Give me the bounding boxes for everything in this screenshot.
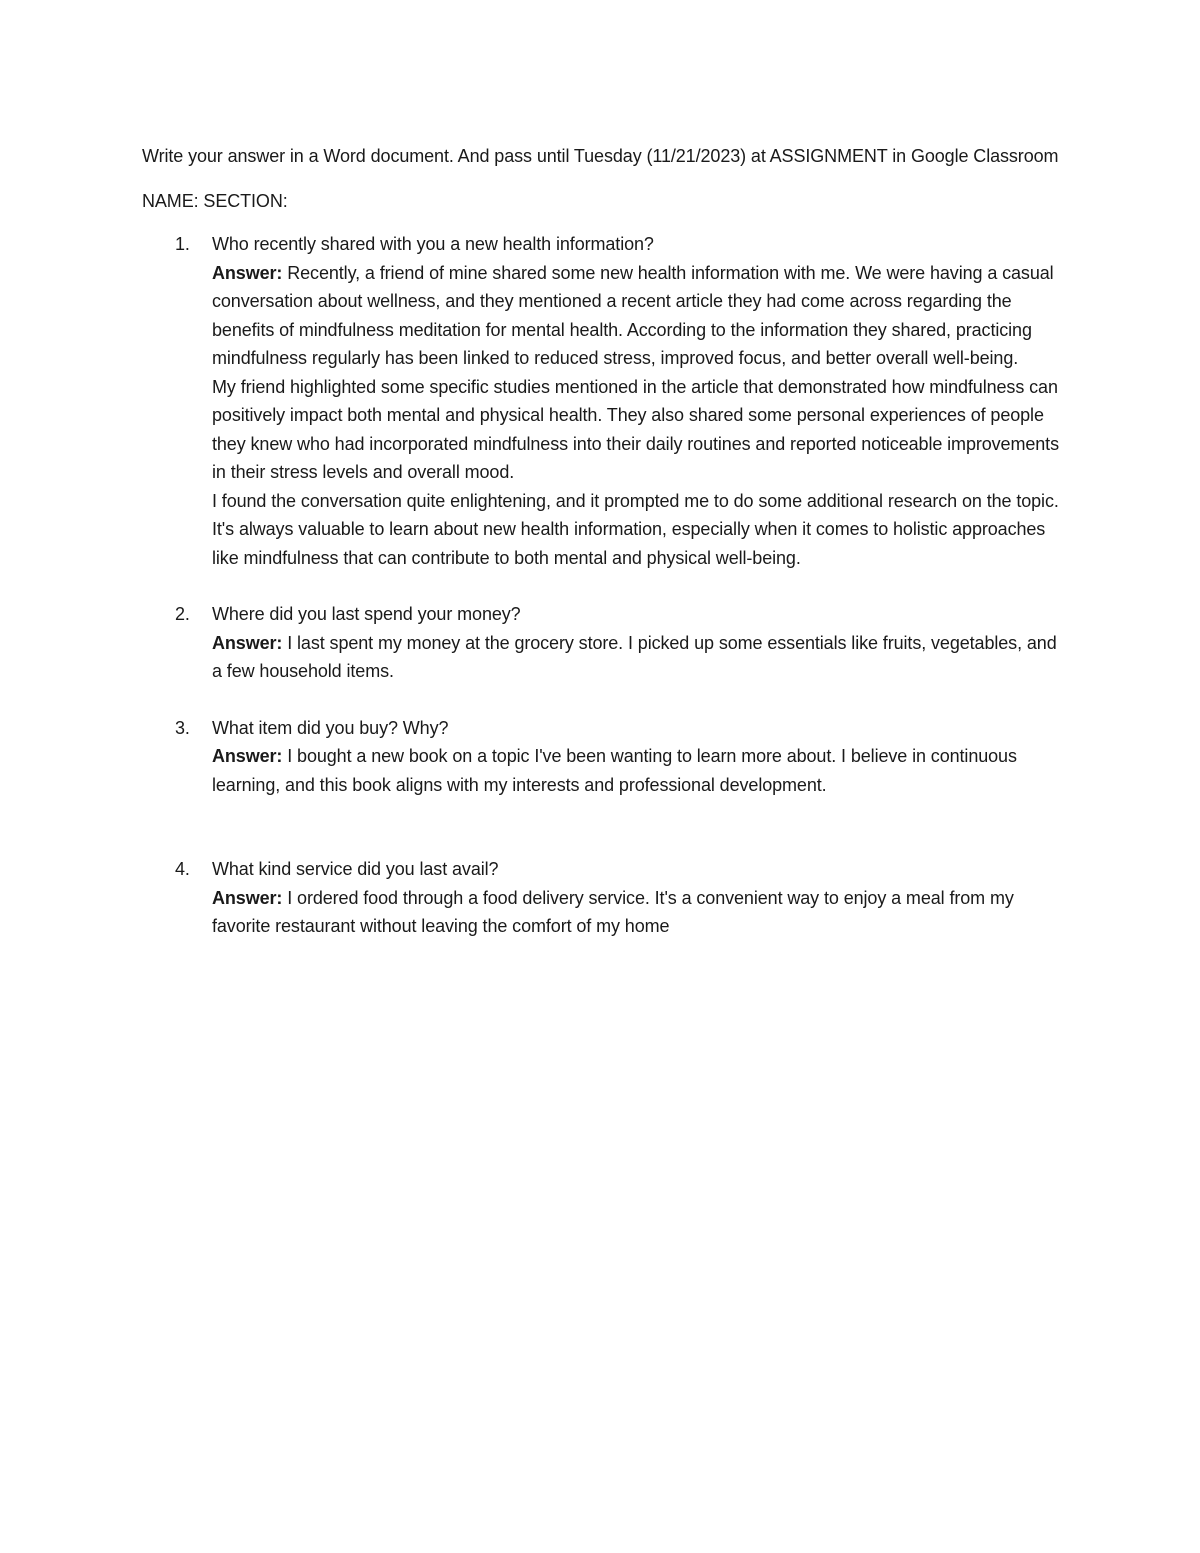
question-text: Who recently shared with you a new health information?	[212, 234, 654, 254]
answer-paragraph	[212, 259, 1062, 373]
answer-paragraph	[212, 742, 1062, 799]
answer-label: Answer:	[212, 632, 283, 653]
question-item-4	[142, 855, 1062, 941]
question-list	[142, 230, 1062, 941]
question-number: 2.	[175, 604, 190, 624]
question-text: What kind service did you last avail?	[212, 859, 499, 879]
question-number: 4.	[175, 859, 190, 879]
answer-text: I bought a new book on a topic I've been wanting to learn more about. I believe in continuous learning, and this book aligns with my interests and professional development.	[212, 746, 1017, 795]
answer-text: I ordered food through a food delivery service. It's a convenient way to enjoy a meal from my favorite restaurant without leaving the comfort of my home	[212, 887, 1014, 936]
answer-paragraph: My friend highlighted some specific studies mentioned in the article that demonstrated how mindfulness can positively impact both mental and physical health. They also shared some personal experiences of people they knew who had incorporated mindfulness into their daily routines and reported noticeable improvements in their stress levels and overall mood.	[212, 376, 1059, 482]
question-text: Where did you last spend your money?	[212, 604, 521, 624]
answer-label: Answer:	[212, 887, 283, 908]
name-section-line: NAME: SECTION:	[142, 190, 288, 211]
question-number: 3.	[175, 717, 190, 738]
answer-paragraph: I found the conversation quite enlightening, and it prompted me to do some additional research on the topic. It's always valuable to learn about new health information, especially when it comes to holistic approaches like mindfulness that can contribute to both mental and physical well-being.	[212, 490, 1059, 568]
answer-paragraph	[212, 884, 1062, 941]
answer-text: Recently, a friend of mine shared some new health information with me. We were having a casual conversation about wellness, and they mentioned a recent article they had come across regarding the benefits of mindfulness meditation for mental health. According to the information they shared, practicing mindfulness regularly has been linked to reduced stress, improved focus, and better overall well-being.	[212, 262, 1054, 368]
instructions-text: Write your answer in a Word document. And pass until Tuesday (11/21/2023) at ASSIGNMENT in Google Classroom	[142, 146, 1059, 166]
answer-text: I last spent my money at the grocery store. I picked up some essentials like fruits, vegetables, and a few household items.	[212, 632, 1057, 681]
question-item-1	[142, 230, 1062, 572]
question-number: 1.	[175, 234, 190, 254]
answer-label: Answer:	[212, 262, 283, 283]
answer-label: Answer:	[212, 746, 283, 766]
question-item-3	[142, 714, 1062, 800]
question-text: What item did you buy? Why?	[212, 717, 449, 738]
document-body	[142, 142, 1062, 941]
answer-paragraph	[212, 629, 1062, 686]
question-item-2	[142, 600, 1062, 686]
